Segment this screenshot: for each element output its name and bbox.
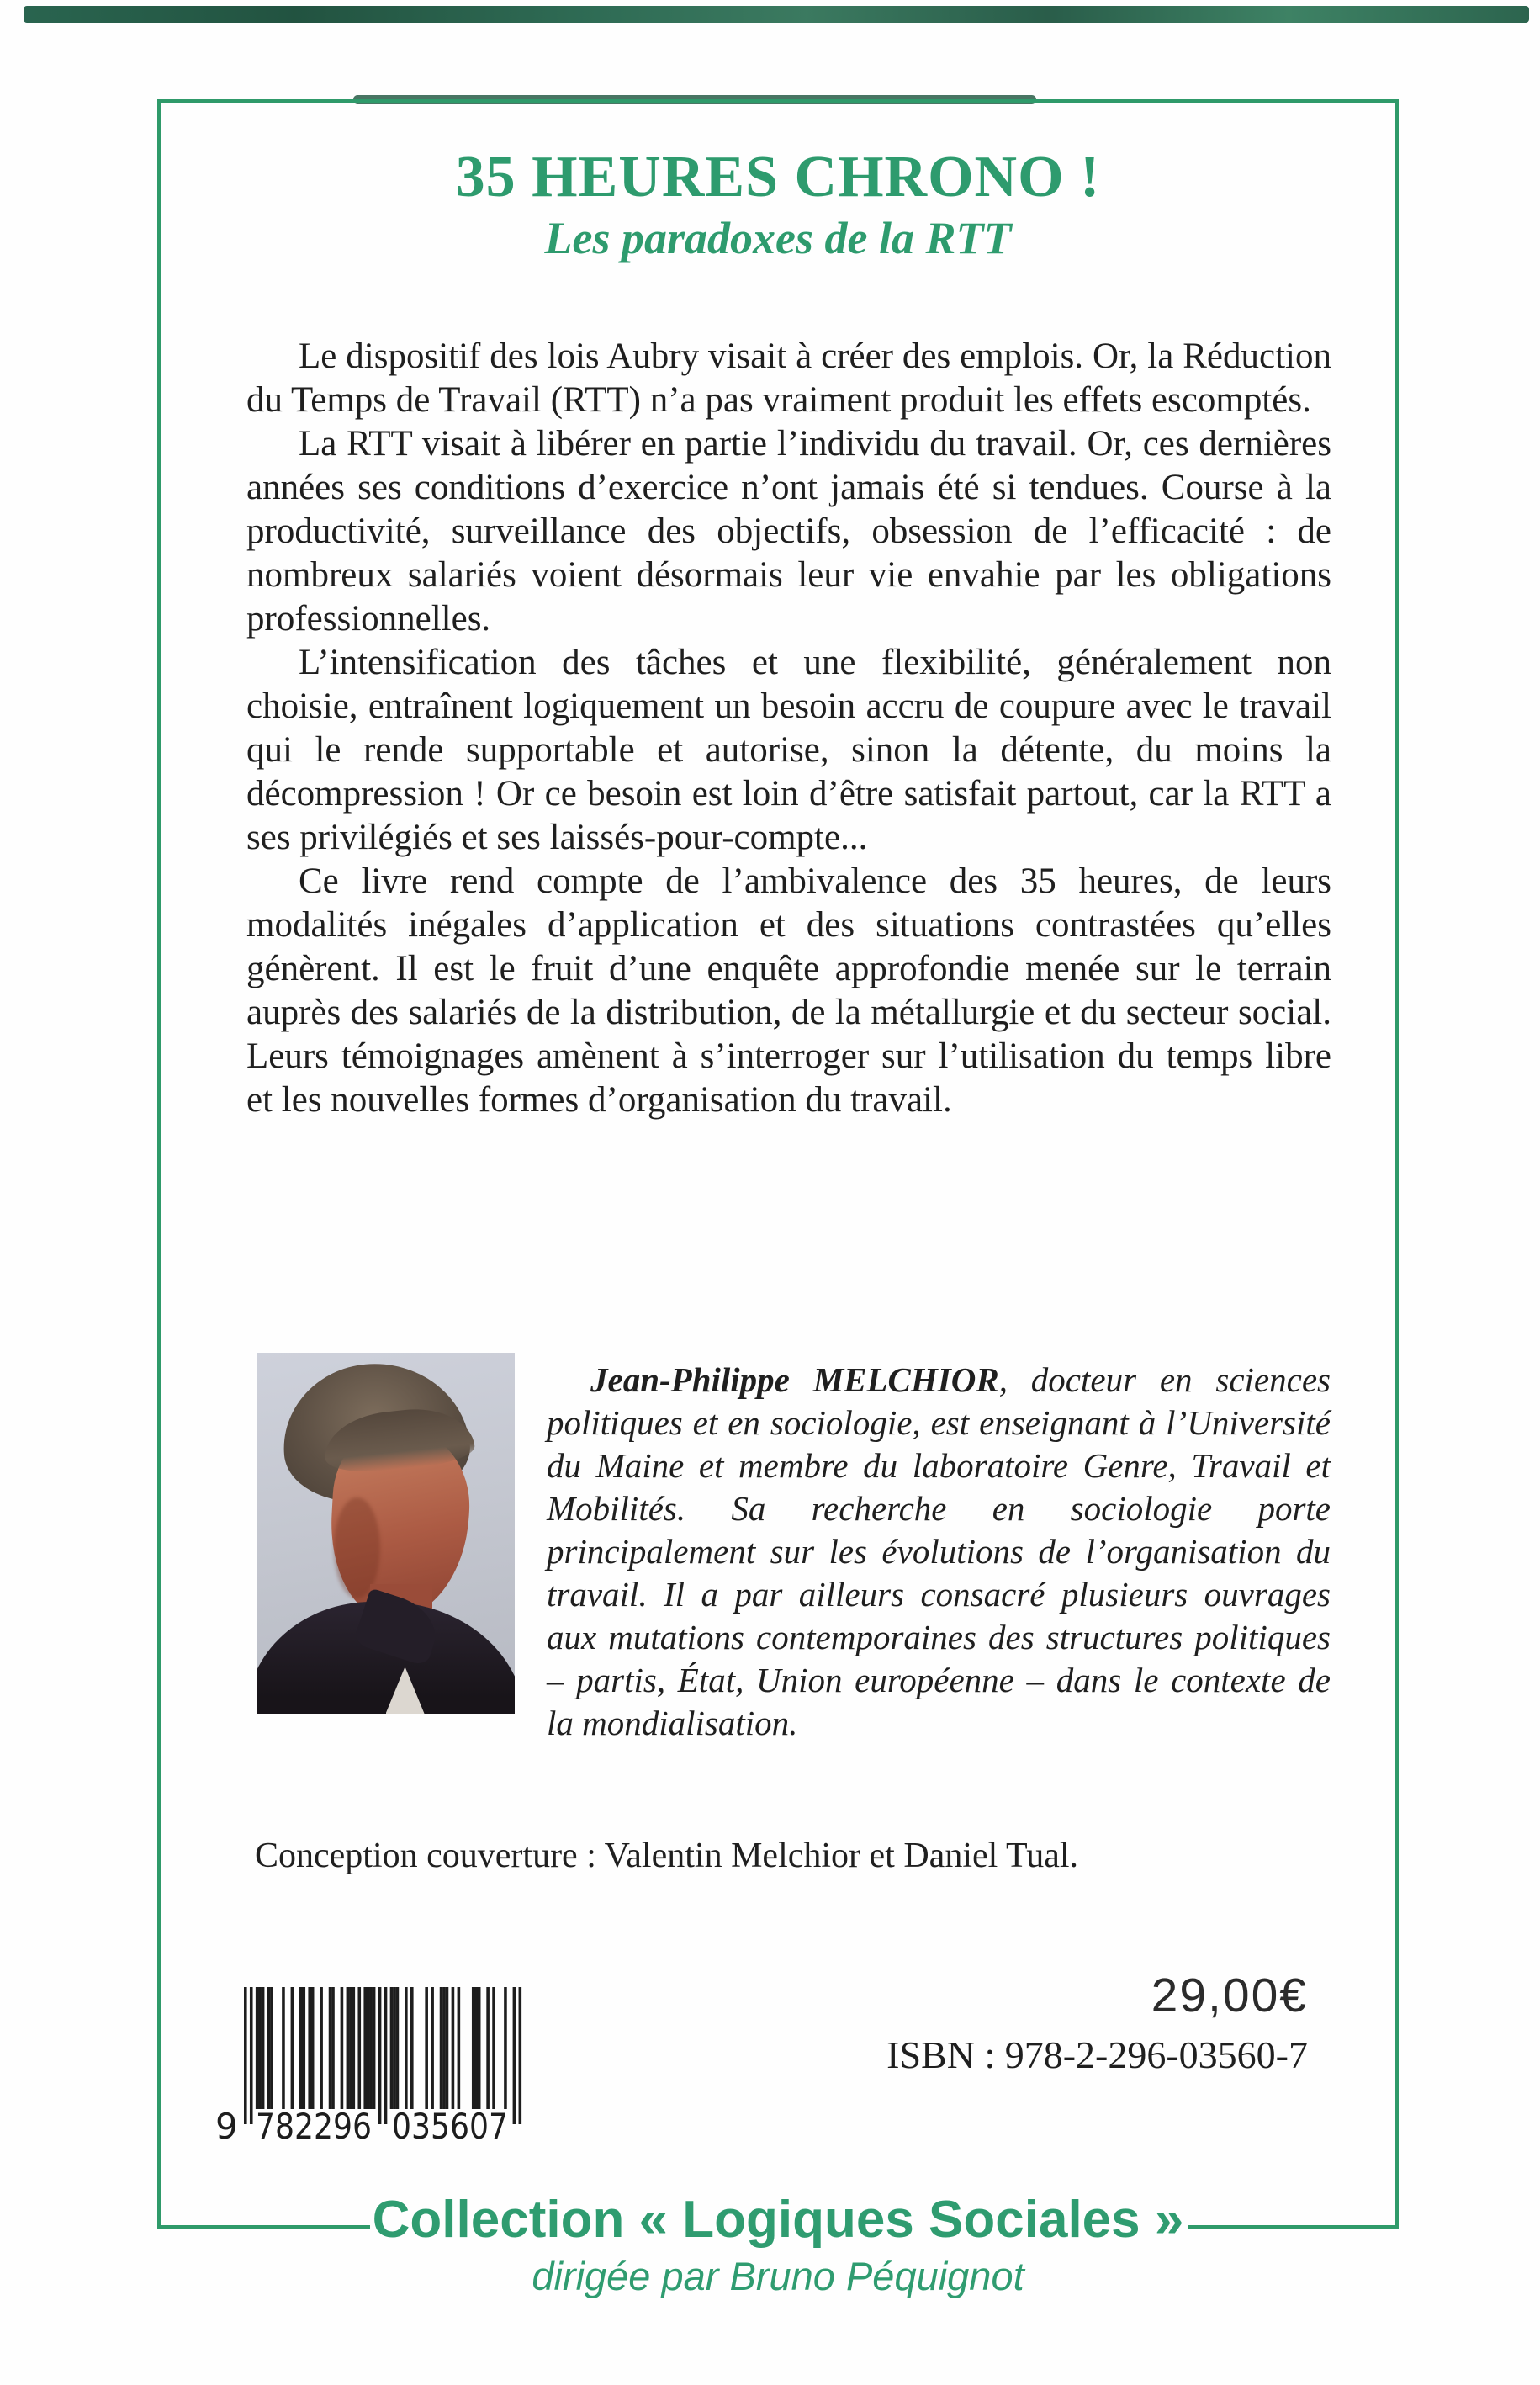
cover-design-credits: Conception couverture : Valentin Melchior et Daniel Tual. <box>255 1836 1079 1875</box>
barcode-digits-left: 782296 <box>256 2106 372 2147</box>
author-bio <box>547 1359 1331 1745</box>
blurb-paragraph: L’intensification des tâches et une flexibilité, généralement non choisie, entraînent logiquement un besoin accru de coupure avec le travail qui le rende supportable et autorise, sinon la détente, du moins la décompression ! Or ce besoin est loin d’être satisfait partout, car la RTT a ses privilégiés et ses laissés-pour-compte... <box>246 643 1331 857</box>
author-bio-text: , docteur en sciences politiques et en sociologie, est enseignant à l’Université du Maine et membre du laboratoire Genre, Travail et Mobilités. Sa recherche en sociologie porte principalement sur les évolutions de l’organisation du travail. Il a par ailleurs consacré plusieurs ouvrages aux mutations contemporaines des structures politiques – partis, État, Union européenne – dans le contexte de la mondialisation. <box>547 1360 1331 1742</box>
collection-title: Collection « Logiques Sociales » <box>372 2191 1184 2249</box>
scan-artifact-streak <box>24 6 1529 23</box>
barcode-digit-lead: 9 <box>215 2106 238 2147</box>
blurb-paragraph: La RTT visait à libérer en partie l’individu du travail. Or, ces dernières années ses conditions d’exercice n’ont jamais été si tendues. Course à la productivité, surveillance des objectifs, obsession de l’efficacité : de nombreux salariés voient désormais leur vie envahie par les obligations professionnelles. <box>246 424 1331 639</box>
collection-director: dirigée par Bruno Péquignot <box>532 2254 1024 2298</box>
back-cover-blurb <box>246 335 1331 1122</box>
barcode-bars <box>214 1987 552 2147</box>
book-subtitle: Les paradoxes de la RTT <box>544 213 1012 263</box>
blurb-paragraph: Le dispositif des lois Aubry visait à créer des emplois. Or, la Réduction du Temps de Travail (RTT) n’a pas vraiment produit les effets escomptés. <box>246 337 1331 420</box>
blurb-paragraph: Ce livre rend compte de l’ambivalence des 35 heures, de leurs modalités inégales d’application et des situations contrastées qu’elles génèrent. Il est le fruit d’une enquête approfondie menée sur le terrain auprès des salariés de la distribution, de la métallurgie et du secteur social. Leurs témoignages amènent à s’interroger sur l’utilisation du temps libre et les nouvelles formes d’organisation du travail. <box>246 861 1331 1120</box>
author-photo <box>257 1353 515 1714</box>
book-title: 35 HEURES CHRONO ! <box>455 145 1101 209</box>
barcode-digits-right: 035607 <box>392 2106 508 2147</box>
isbn: ISBN : 978-2-296-03560-7 <box>886 2033 1308 2076</box>
price: 29,00€ <box>1151 1969 1308 2022</box>
barcode <box>214 1987 552 2147</box>
author-name: Jean-Philippe MELCHIOR <box>590 1360 999 1399</box>
